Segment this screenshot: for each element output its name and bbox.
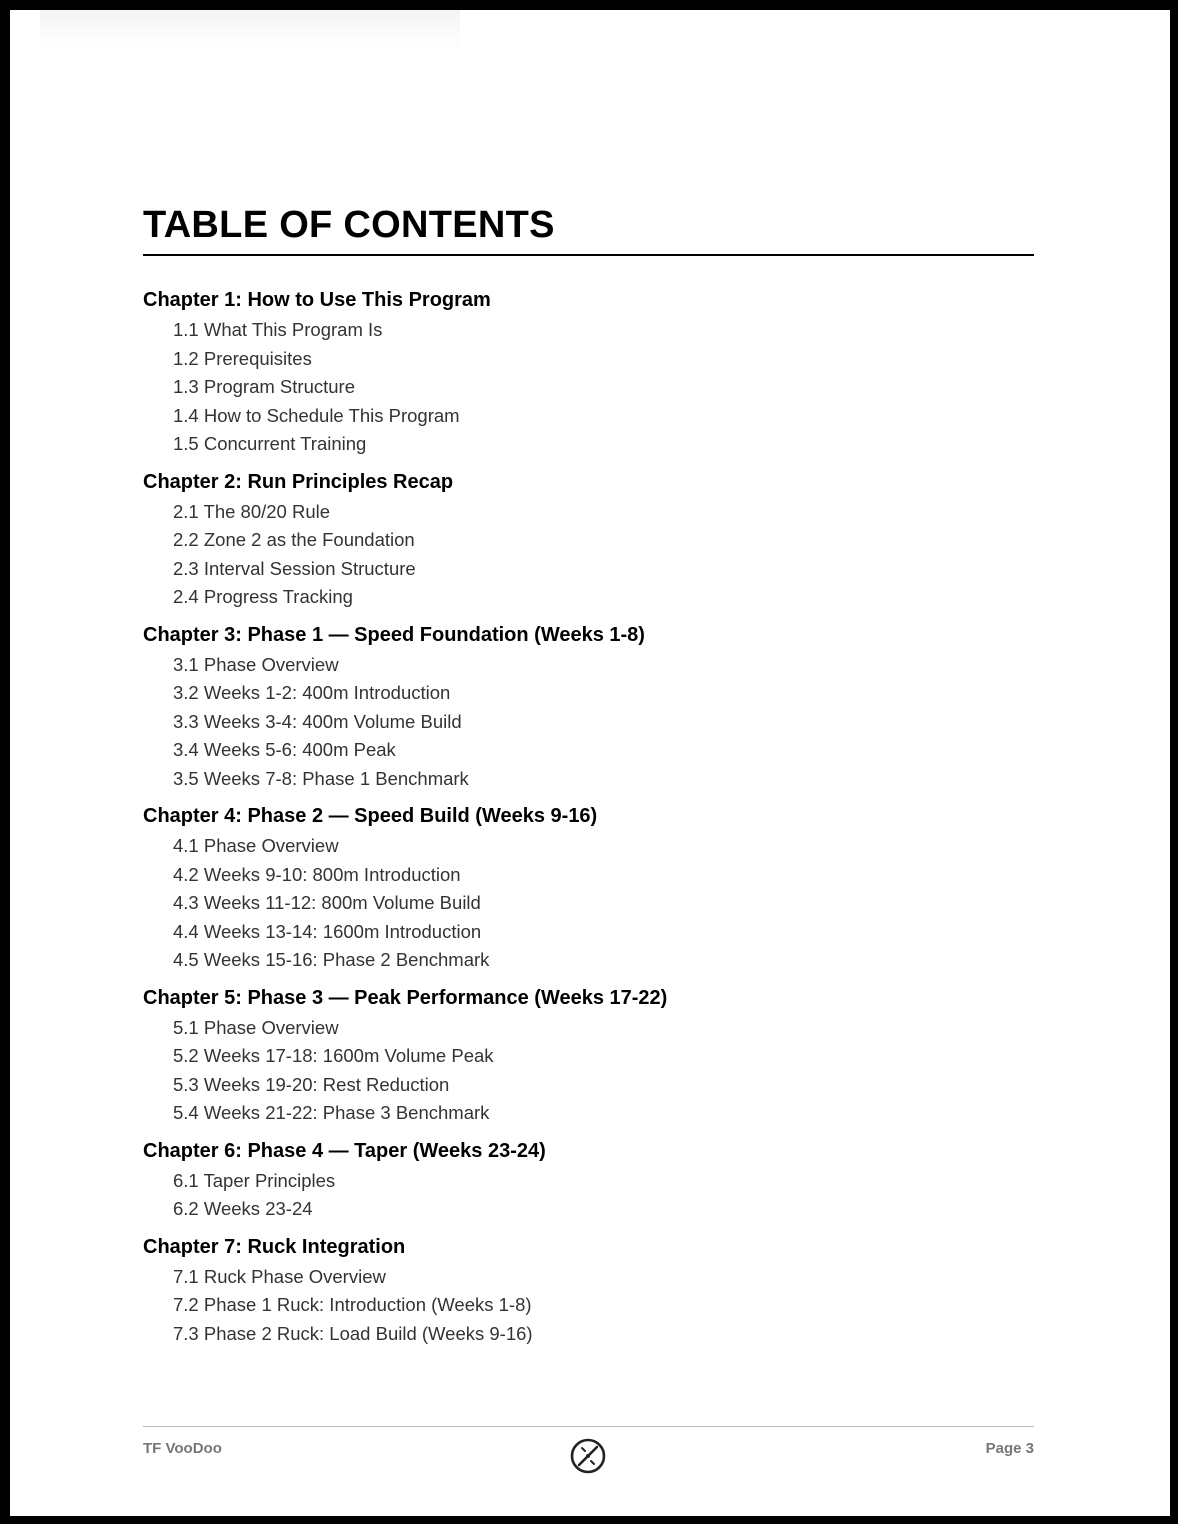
toc-chapter <box>143 802 1034 975</box>
section-entry[interactable]: 7.2 Phase 1 Ruck: Introduction (Weeks 1-8) <box>173 1294 532 1315</box>
section-list <box>143 1014 1034 1128</box>
section-entry[interactable]: 4.1 Phase Overview <box>173 835 339 856</box>
section-list <box>143 832 1034 975</box>
section-entry[interactable]: 1.4 How to Schedule This Program <box>173 404 460 426</box>
compass-icon <box>568 1436 608 1476</box>
toc-chapter <box>143 984 1034 1128</box>
toc-chapter <box>143 1137 1034 1224</box>
section-entry[interactable]: 3.4 Weeks 5-6: 400m Peak <box>173 739 396 760</box>
section-entry[interactable]: 5.4 Weeks 21-22: Phase 3 Benchmark <box>173 1102 490 1123</box>
chapter-title[interactable]: Chapter 7: Ruck Integration <box>143 1235 406 1258</box>
section-entry[interactable]: 3.5 Weeks 7-8: Phase 1 Benchmark <box>173 767 469 789</box>
section-entry[interactable]: 1.5 Concurrent Training <box>173 433 367 454</box>
footer-brand: TF VooDoo <box>143 1440 222 1457</box>
chapter-title[interactable]: Chapter 3: Phase 1 — Speed Foundation (Weeks 1-8) <box>143 623 645 646</box>
section-entry[interactable]: 2.4 Progress Tracking <box>173 586 353 607</box>
chapter-title[interactable]: Chapter 5: Phase 3 — Peak Performance (Weeks 17-22) <box>143 986 668 1009</box>
section-list <box>143 651 1034 794</box>
page-shadow <box>40 10 460 50</box>
chapter-title[interactable]: Chapter 6: Phase 4 — Taper (Weeks 23-24) <box>143 1139 546 1162</box>
section-entry[interactable]: 3.2 Weeks 1-2: 400m Introduction <box>173 682 451 703</box>
chapter-title[interactable]: Chapter 4: Phase 2 — Speed Build (Weeks 9-16) <box>143 805 598 827</box>
page-number: Page 3 <box>985 1440 1034 1457</box>
chapter-title[interactable]: Chapter 2: Run Principles Recap <box>143 470 454 493</box>
section-entry[interactable]: 3.3 Weeks 3-4: 400m Volume Build <box>173 710 462 732</box>
section-entry[interactable]: 5.3 Weeks 19-20: Rest Reduction <box>173 1073 450 1095</box>
section-list <box>143 1263 1034 1349</box>
section-entry[interactable]: 2.2 Zone 2 as the Foundation <box>173 529 415 550</box>
toc-chapter <box>143 468 1034 612</box>
section-entry[interactable]: 6.1 Taper Principles <box>173 1169 336 1191</box>
table-of-contents <box>143 286 1034 1357</box>
section-list <box>143 1167 1034 1224</box>
section-entry[interactable]: 4.3 Weeks 11-12: 800m Volume Build <box>173 892 481 913</box>
page-title: TABLE OF CONTENTS <box>143 204 555 246</box>
title-divider <box>143 254 1034 256</box>
toc-chapter <box>143 1233 1034 1349</box>
toc-chapter <box>143 621 1034 794</box>
section-entry[interactable]: 1.1 What This Program Is <box>173 319 383 340</box>
document-page <box>10 10 1170 1516</box>
section-entry[interactable]: 4.4 Weeks 13-14: 1600m Introduction <box>173 920 482 942</box>
section-entry[interactable]: 4.5 Weeks 15-16: Phase 2 Benchmark <box>173 949 490 970</box>
chapter-title[interactable]: Chapter 1: How to Use This Program <box>143 289 491 311</box>
section-entry[interactable]: 7.1 Ruck Phase Overview <box>173 1265 386 1287</box>
footer-divider <box>143 1426 1034 1427</box>
section-entry[interactable]: 5.1 Phase Overview <box>173 1016 339 1038</box>
toc-chapter <box>143 286 1034 459</box>
section-list <box>143 316 1034 459</box>
section-entry[interactable]: 3.1 Phase Overview <box>173 653 339 675</box>
section-entry[interactable]: 1.3 Program Structure <box>173 376 355 397</box>
section-entry[interactable]: 1.2 Prerequisites <box>173 347 312 369</box>
section-entry[interactable]: 4.2 Weeks 9-10: 800m Introduction <box>173 863 461 885</box>
section-entry[interactable]: 2.3 Interval Session Structure <box>173 557 416 579</box>
section-entry[interactable]: 6.2 Weeks 23-24 <box>173 1198 313 1219</box>
section-entry[interactable]: 7.3 Phase 2 Ruck: Load Build (Weeks 9-16) <box>173 1322 533 1344</box>
section-list <box>143 498 1034 612</box>
section-entry[interactable]: 2.1 The 80/20 Rule <box>173 500 331 522</box>
section-entry[interactable]: 5.2 Weeks 17-18: 1600m Volume Peak <box>173 1045 494 1066</box>
